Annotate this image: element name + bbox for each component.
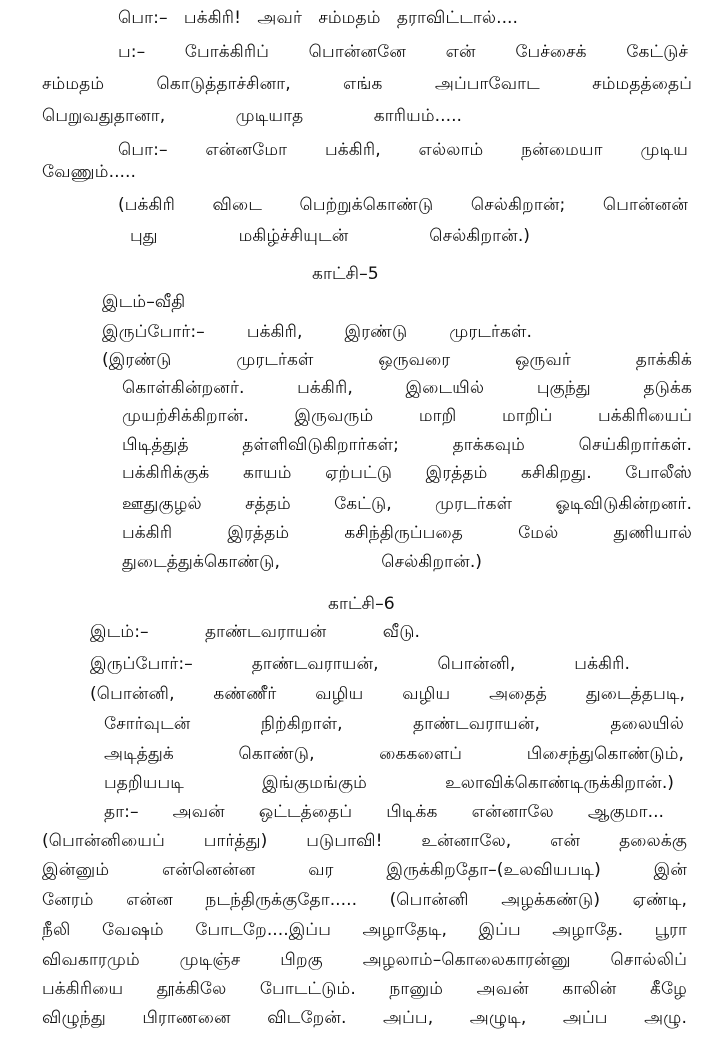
text-line: ஊதுகுழல் சத்தம் கேட்டு, முரடர்கள் ஓடிவிடுகின்றனர். bbox=[122, 494, 692, 514]
text-line: சோர்வுடன் நிற்கிறாள், தாண்டவராயன், தலையில் bbox=[104, 714, 684, 734]
text-line: நீலி வேஷம் போடறே....இப்ப அழாதேடி, இப்ப அழாதே. பூரா bbox=[42, 920, 687, 940]
text-line: பொ:– என்னமோ பக்கிரி, எல்லாம் நன்மையா முடிய bbox=[118, 140, 688, 160]
text-line: (பக்கிரி விடை பெற்றுக்கொண்டு செல்கிறான்; பொன்னன் bbox=[118, 195, 688, 215]
text-line: துடைத்துக்கொண்டு, செல்கிறான்.) bbox=[122, 552, 482, 572]
text-line: (பொன்னியைப் பார்த்து) படுபாவி! உன்னாலே, என் தலைக்கு bbox=[42, 831, 687, 851]
text-line: பக்கிரியை தூக்கிலே போடட்டும். நானும் அவன் காலின் கீழே bbox=[42, 979, 687, 999]
text-line: சம்மதம் கொடுத்தாச்சினா, எங்க அப்பாவோட சம்மதத்தைப் bbox=[42, 74, 692, 94]
text-line: (பொன்னி, கண்ணீர் வழிய வழிய அதைத் துடைத்தபடி, bbox=[90, 684, 685, 704]
text-line: ப:– போக்கிரிப் பொன்னனே என் பேச்சைக் கேட்டுச் bbox=[118, 42, 688, 62]
text-line: விவகாரமும் முடிஞ்ச பிறகு அழலாம்–கொலைகாரன்னு சொல்லிப் bbox=[42, 950, 687, 970]
text-line: (இரண்டு முரடர்கள் ஒருவரை ஒருவர் தாக்கிக் bbox=[102, 350, 692, 370]
text-line: இருப்போர்:– தாண்டவராயன், பொன்னி, பக்கிரி. bbox=[90, 654, 630, 674]
text-line: இன்னும் என்னென்ன வர இருக்கிறதோ–(உலவியபடி) இன் bbox=[42, 860, 687, 880]
text-line: முயற்சிக்கிறான். இருவரும் மாறி மாறிப் பக்கிரியைப் bbox=[122, 406, 692, 426]
text-line: பெறுவதுதானா, முடியாத காரியம்..... bbox=[42, 106, 462, 126]
text-line: இருப்போர்:– பக்கிரி, இரண்டு முரடர்கள். bbox=[102, 322, 532, 342]
text-line: வேணும்..... bbox=[42, 162, 136, 182]
text-line: னேரம் என்ன நடந்திருக்குதோ..... (பொன்னி அழக்கண்டு) ஏண்டி, bbox=[42, 890, 687, 910]
text-line: பொ:– பக்கிரி! அவர் சம்மதம் தராவிட்டால்.... bbox=[118, 8, 518, 28]
text-line: இடம்:– தாண்டவராயன் வீடு. bbox=[90, 622, 420, 642]
text-line: அடித்துக் கொண்டு, கைகளைப் பிசைந்துகொண்டும், bbox=[104, 744, 684, 764]
text-line: பக்கிரிக்குக் காயம் ஏற்பட்டு இரத்தம் கசிகிறது. போலீஸ் bbox=[122, 463, 692, 483]
text-line: விழுந்து பிராணனை விடறேன். அப்ப, அழுடி, அப்ப அழு. bbox=[42, 1008, 687, 1028]
text-line: புது மகிழ்ச்சியுடன் செல்கிறான்.) bbox=[130, 226, 530, 246]
text-line: இடம்–வீதி bbox=[102, 292, 186, 312]
text-line: தா:– அவன் ஒட்டத்தைப் பிடிக்க என்னாலே ஆகுமா... bbox=[104, 802, 664, 822]
text-line: பதறியபடி இங்குமங்கும் உலாவிக்கொண்டிருக்கிறான்.) bbox=[104, 773, 674, 793]
scene-heading: காட்சி–5 bbox=[312, 264, 379, 284]
text-line: கொள்கின்றனர். பக்கிரி, இடையில் புகுந்து தடுக்க bbox=[122, 378, 692, 398]
text-line: பிடித்துத் தள்ளிவிடுகிறார்கள்; தாக்கவும் செய்கிறார்கள். bbox=[122, 435, 692, 455]
text-line: பக்கிரி இரத்தம் கசிந்திருப்பதை மேல் துணியால் bbox=[122, 523, 692, 543]
scene-heading: காட்சி–6 bbox=[328, 594, 395, 614]
